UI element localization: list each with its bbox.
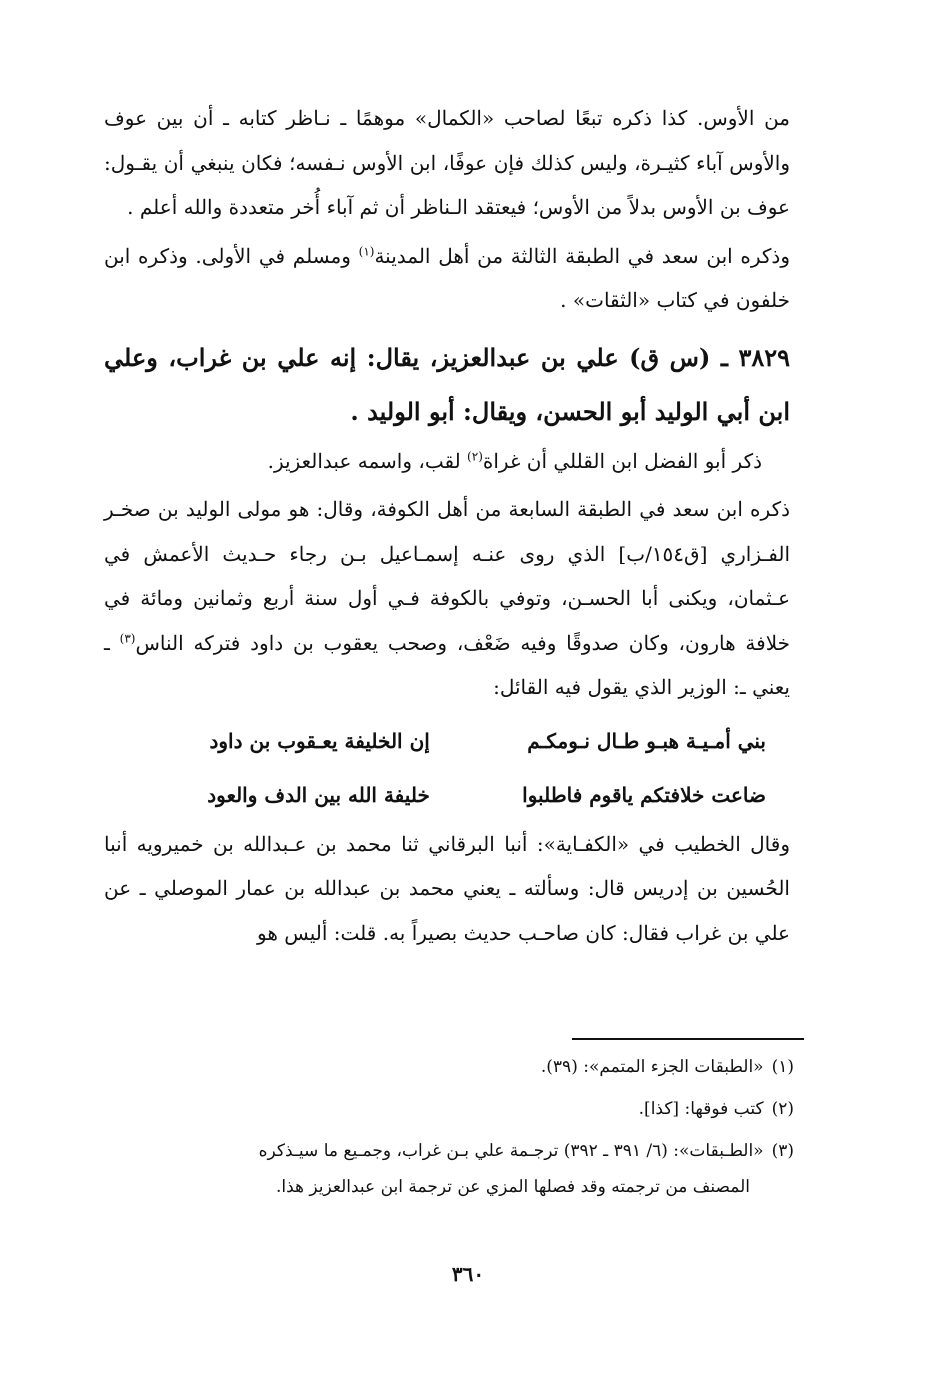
footnote-separator <box>572 1038 804 1040</box>
footnote-3 <box>104 1134 794 1168</box>
paragraph-2-text-b: ومسلم في الأولى. وذكره ابن خلفون في كتاب «الثقات» . <box>104 243 790 312</box>
footnote-1-number: (١) <box>771 1057 794 1077</box>
footnote-3-text: «الطـبقات»: (٦/ ٣٩١ ـ ٣٩٢) ترجـمة علي بـن غراب، وجمـيع ما سيـذكره <box>258 1141 764 1161</box>
paragraph-4 <box>104 487 790 710</box>
paragraph-2-text-a: وذكره ابن سعد في الطبقة الثالثة من أهل المدينة <box>374 243 790 268</box>
main-text <box>104 96 790 955</box>
paragraph-2 <box>104 234 790 323</box>
paragraph-3 <box>104 439 790 484</box>
poem <box>104 714 790 822</box>
footnote-2-text: كتب فوقها: [كذا]. <box>638 1099 764 1119</box>
paragraph-3-text-a: ذكر أبو الفضل ابن القللي أن غراة <box>482 448 762 473</box>
footnote-ref-2[interactable]: (٢) <box>467 448 483 463</box>
poem-line-2 <box>104 768 790 822</box>
footnote-3-continuation: المصنف من ترجمته وقد فصلها المزي عن ترجمة ابن عبدالعزيز هذا. <box>275 1177 750 1197</box>
entry-heading-block <box>104 331 790 439</box>
page-number: ٣٦٠ <box>451 1262 485 1286</box>
poem-line-1 <box>104 714 790 768</box>
poem-line-1-first-half: بني أمـيـة هبـو طـال نـومكـم <box>527 728 766 753</box>
paragraph-4-text-b: ـ يعني ـ: الوزير الذي يقول فيه القائل: <box>104 630 790 699</box>
paragraph-3-text-b: لقب، واسمه عبدالعزيز. <box>267 448 468 473</box>
footnote-3-number: (٣) <box>771 1141 794 1161</box>
poem-line-2-second-half: خليفة الله بين الدف والعود <box>207 782 430 807</box>
poem-line-2-first-half: ضاعت خلافتكم ياقوم فاطلبوا <box>522 782 766 807</box>
footnotes <box>104 1050 794 1212</box>
footnote-1 <box>104 1050 794 1084</box>
poem-line-1-second-half: إن الخليفة يعـقوب بن داود <box>209 728 430 753</box>
entry-heading: ٣٨٢٩ ـ (س ق) علي بن عبدالعزيز، يقال: إنه علي بن غراب، وعلي ابن أبي الوليد أبو الحسن، ويقال: أبو الوليد . <box>104 342 790 426</box>
paragraph-1: من الأوس. كذا ذكره تبعًا لصاحب «الكمال» موهمًا ـ نـاظر كتابه ـ أن بين عوف والأوس آباء كثيـرة، وليس كذلك فإن عوفًا، ابن الأوس نـفسه؛ فكان ينبغي أن يقـول: عوف بن الأوس بدلاً من الأوس؛ فيعتقد الـناظر أن ثم آباء أُخر متعددة والله أعلم . <box>104 106 790 219</box>
footnote-ref-1[interactable]: (١) <box>358 243 375 258</box>
footnote-2 <box>104 1092 794 1126</box>
footnote-1-text: «الطبقات الجزء المتمم»: (٣٩). <box>540 1057 764 1077</box>
paragraph-4-text-a: ذكره ابن سعد في الطبقة السابعة من أهل الكوفة، وقال: هو مولى الوليد بن صخـر الفـزاري [ق١٥٤/ب] الذي روى عنـه إسمـاعيل بـن رجاء حـديث الأعمش في عـثمان، ويكنى أبا الحسـن، وتوفي بالكوفة فـي أول سنة أربع وثمانين ومائة في خلافة هارون، وكان صدوقًا وفيه ضَعْف، وصحب يعقوب بن داود فتركه الناس <box>104 497 790 655</box>
footnote-2-number: (٢) <box>771 1099 794 1119</box>
footnote-ref-3[interactable]: (٣) <box>119 630 136 645</box>
paragraph-5: وقال الخطيب في «الكفـاية»: أنبا البرقاني ثنا محمد بن عـبدالله بن خميرويه أنبا الحُسين بن إدريس قال: وسألته ـ يعني محمد بن عبدالله بن عمار الموصلي ـ عن علي بن غراب فقال: كان صاحـب حديث بصيراً به. قلت: أليس هو <box>104 831 790 945</box>
